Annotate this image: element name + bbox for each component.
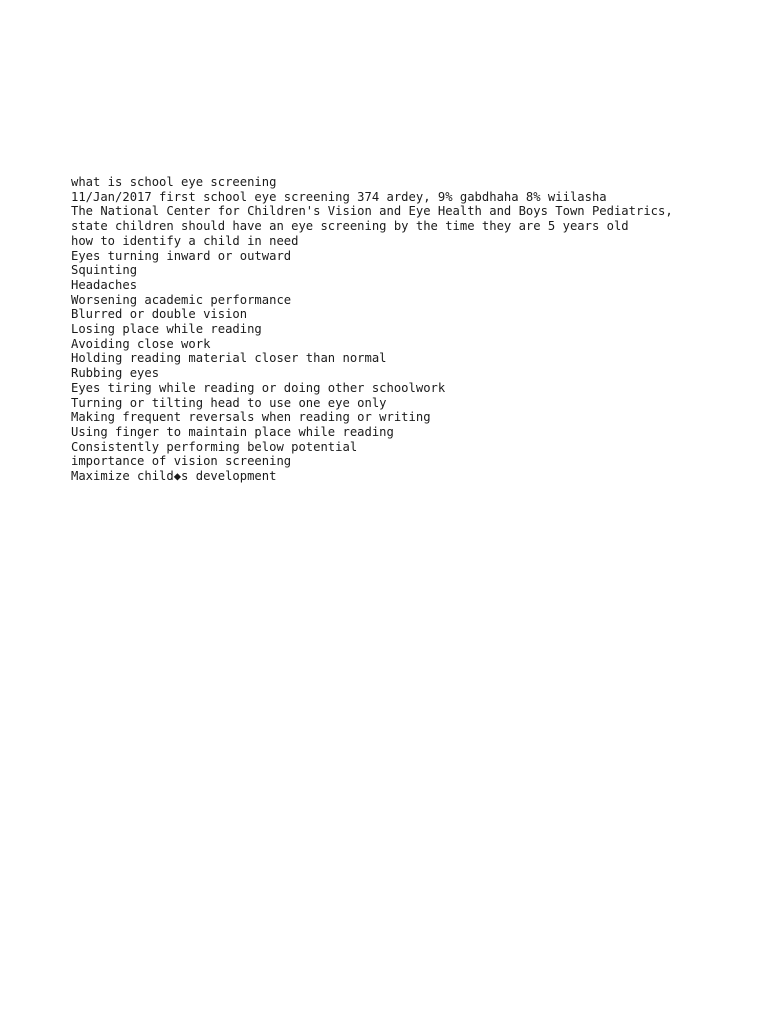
document-line-symptom: Eyes turning inward or outward <box>71 248 292 263</box>
document-line-symptom: Eyes tiring while reading or doing other schoolwork <box>71 380 446 395</box>
document-line-symptom: Consistently performing below potential <box>71 439 358 454</box>
document-line-identify-child: how to identify a child in need <box>71 233 299 248</box>
document-line-screening-age: state children should have an eye screening by the time they are 5 years old <box>71 219 629 234</box>
document-line-symptom: Using finger to maintain place while reading <box>71 424 394 439</box>
document-line-symptom: Squinting <box>71 263 138 278</box>
document-text <box>71 175 751 484</box>
document-line-symptom: Turning or tilting head to use one eye only <box>71 395 387 410</box>
document-line-symptom: Losing place while reading <box>71 322 262 337</box>
document-line-importance-heading: importance of vision screening <box>71 454 292 469</box>
document-line-heading-school-eye-screening: what is school eye screening <box>71 175 277 189</box>
document-line-first-screening-stats: 11/Jan/2017 first school eye screening 374 ardey, 9% gabdhaha 8% wiilasha <box>71 189 607 204</box>
document-line-symptom: Making frequent reversals when reading or writing <box>71 410 431 425</box>
document-line-symptom: Holding reading material closer than normal <box>71 351 387 366</box>
document-line-symptom: Blurred or double vision <box>71 307 248 322</box>
document-line-maximize-development: Maximize child◆s development <box>71 469 277 484</box>
document-line-symptom: Avoiding close work <box>71 336 211 351</box>
document-line-symptom: Worsening academic performance <box>71 292 292 307</box>
document-line-symptom: Headaches <box>71 277 138 292</box>
document-line-national-center: The National Center for Children's Vision and Eye Health and Boys Town Pediatrics, <box>71 204 673 219</box>
document-line-symptom: Rubbing eyes <box>71 366 160 381</box>
